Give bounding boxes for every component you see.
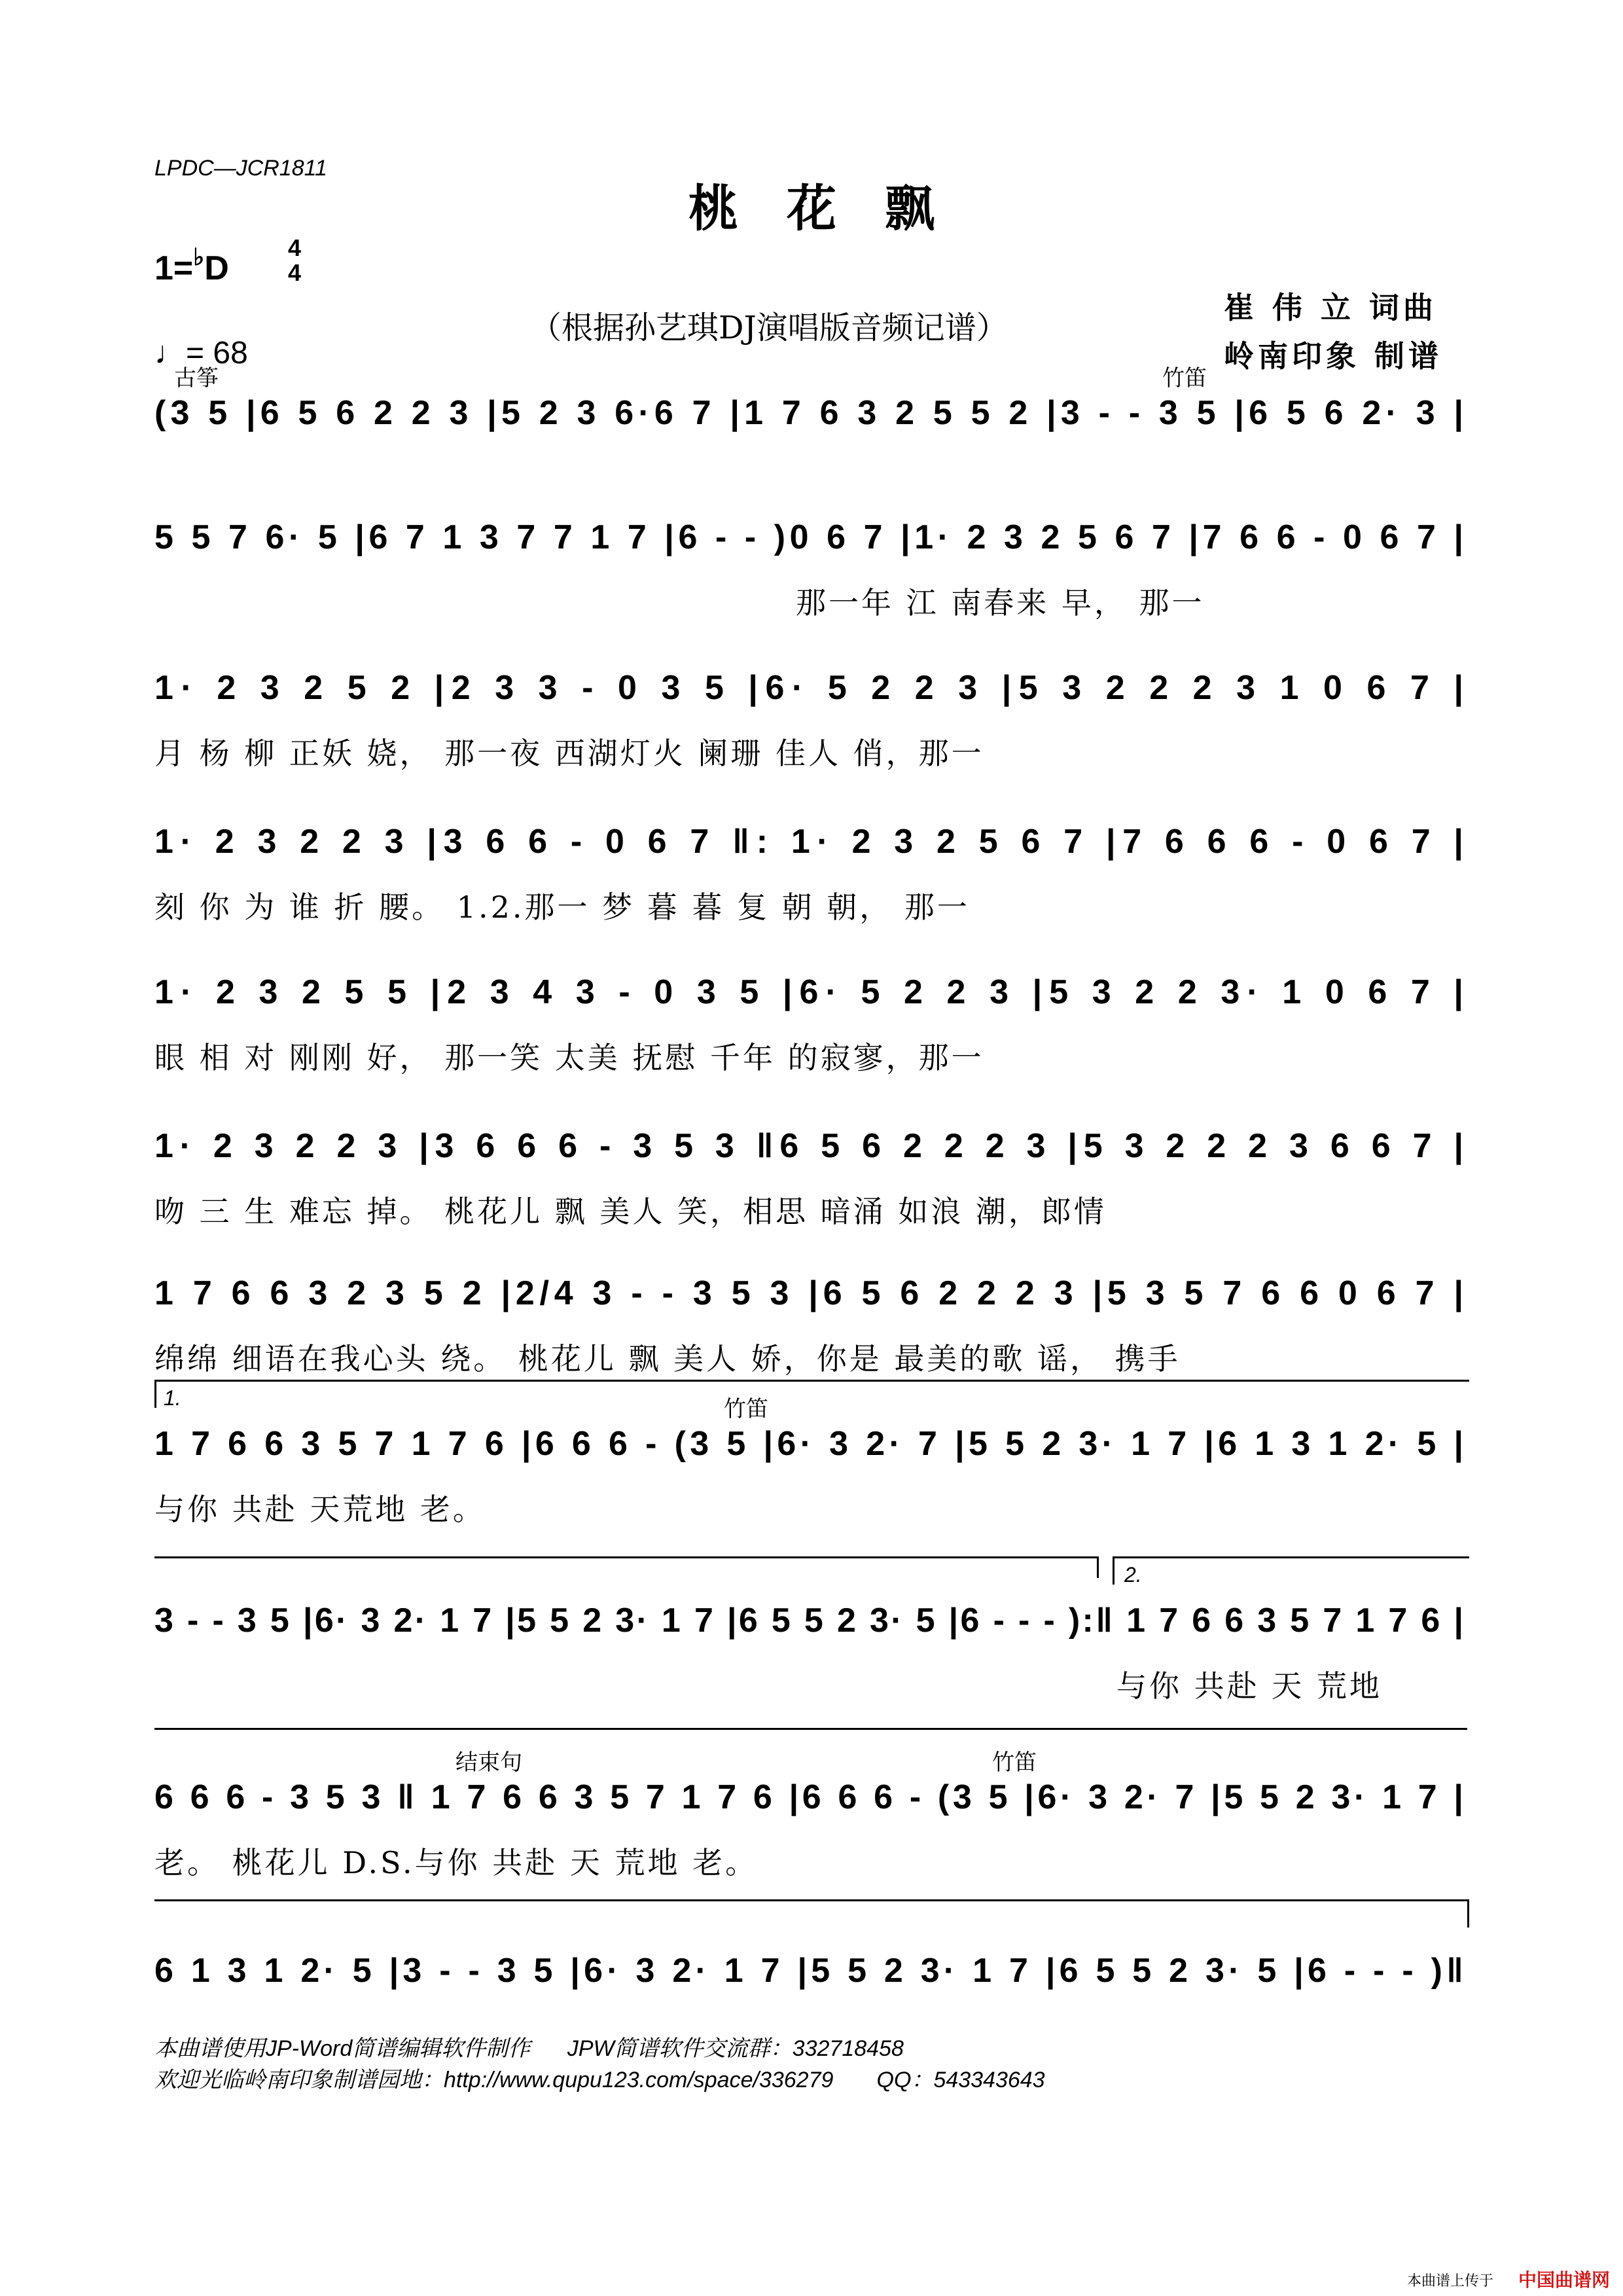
site-logo: 中国曲谱网 [1518,2269,1611,2291]
notation-text: 1 7 6 6 3 5 7 1 7 6 |6 6 6 - (3 5 |6· 3 2· 7 |5 5 2 3· 1 7 |6 1 3 1 2· 5 | [154,1425,1463,1463]
lyrics-line: 老。 桃花儿 D.S.与你 共赴 天 荒地 老。 [154,1845,758,1880]
instrument-label: 结束句 [455,1749,522,1776]
notation-line [154,1777,1467,1829]
tempo-marking: ♩= 68 [154,336,248,370]
instrument-label-2: 竹笛 [724,1396,768,1422]
notation-line [154,1424,1467,1476]
instrument-label: 古筝 [174,365,219,391]
score-code: LPDC—JCR1811 [154,156,327,181]
meter-bottom: 4 [288,259,302,286]
meter-top: 4 [288,234,302,261]
notation-line [154,668,1467,720]
score-system [154,1749,1467,1882]
score-system [154,517,1467,622]
volta-first-bracket [154,1380,1469,1408]
lyrics-line: 与你 共赴 天 荒地 [1116,1668,1382,1704]
volta-second-label: 2. [1124,1563,1142,1587]
lyrics-line: 吻 三 生 难忘 掉。 桃花儿 飘 美人 笑，相思 暗涌 如浪 潮，郎情 [154,1194,1107,1229]
score-system [154,972,1467,1077]
score-system [154,365,1467,497]
lyrics-line: 月 杨 柳 正妖 娆， 那一夜 西湖灯火 阑珊 佳人 俏，那一 [154,736,984,771]
volta-first-label: 1. [164,1386,181,1410]
lyrics-line: 那一年 江 南春来 早， 那一 [796,585,1205,620]
score-system [154,1126,1467,1230]
notation-line [154,821,1467,874]
page-title: 桃花飘 [688,179,983,238]
key-signature [154,243,229,288]
notation-text: 1· 2 3 2 2 3 |3 6 6 - 0 6 7 ‖: 1· 2 3 2 5 6 7 |7 6 6 6 - 0 6 7 | [154,823,1463,861]
notation-text: 6 6 6 - 3 5 3 ‖ 1 7 6 6 3 5 7 1 7 6 |6 6 6 - (3 5 |6· 3 2· 7 |5 5 2 3· 1 7 | [154,1778,1463,1816]
notation-text: (3 5 |6 5 6 2 2 3 |5 2 3 6·6 7 |1 7 6 3 2 5 5 2 |3 - - 3 5 |6 5 6 2· 3 | [154,394,1464,432]
notation-text: 1· 2 3 2 5 2 |2 3 3 - 0 3 5 |6· 5 2 2 3 |5 3 2 2 2 3 1 0 6 7 | [154,669,1464,707]
footer-line-2: 欢迎光临岭南印象制谱园地：http://www.qupu123.com/space/336279 QQ：543343643 [154,2068,1045,2092]
lyrics-line: 与你 共赴 天荒地 老。 [154,1492,486,1527]
volta-first-bracket-end [154,1556,1099,1578]
upload-note: 本曲谱上传于 [1407,2273,1494,2289]
notation-text: 1· 2 3 2 5 5 |2 3 4 3 - 0 3 5 |6· 5 2 2 3 |5 3 2 2 3· 1 0 6 7 | [154,973,1463,1011]
score-system [154,1396,1467,1528]
key-letter: D [204,249,229,287]
notation-line [154,393,1467,445]
key-flat: ♭ [193,243,205,270]
volta-second-bracket-continue [154,1728,1467,1731]
time-signature [288,236,301,285]
footer-line-1: 本曲谱使用JP-Word简谱编辑软件制作 JPW简谱软件交流群：332718458 [154,2036,904,2061]
notation-line [154,1126,1467,1178]
credit-transcriber: 岭南印象 制谱 [1224,338,1443,374]
score-system [154,1600,1467,1705]
instrument-label-2: 竹笛 [992,1749,1037,1776]
notation-line [154,517,1467,569]
score-system [154,1273,1467,1378]
volta-second-bracket [1113,1556,1469,1585]
lyrics-line: 眼 相 对 刚刚 好， 那一笑 太美 抚慰 千年 的寂寥，那一 [154,1040,984,1075]
score-system [154,821,1467,926]
notation-text: 5 5 7 6· 5 |6 7 1 3 7 7 1 7 |6 - - )0 6 7 |1· 2 3 2 5 6 7 |7 6 6 - 0 6 7 | [154,518,1464,556]
notation-line [154,1273,1467,1325]
notation-line [154,1600,1467,1653]
final-bracket [154,1899,1469,1928]
instrument-label-2: 竹笛 [1162,365,1207,391]
credit-lyrics-music: 崔 伟 立 词曲 [1224,290,1438,325]
notation-text: 1 7 6 6 3 2 3 5 2 |2/4 3 - - 3 5 3 |6 5 6 2 2 2 3 |5 3 5 7 6 6 0 6 7 | [154,1274,1463,1312]
notation-text: 6 1 3 1 2· 5 |3 - - 3 5 |6· 3 2· 1 7 |5 5 2 3· 1 7 |6 5 5 2 3· 5 |6 - - - )‖ [154,1952,1463,1990]
lyrics-line: 绵绵 细语在我心头 绕。 桃花儿 飘 美人 娇，你是 最美的歌 谣， 携手 [154,1341,1181,1376]
notation-text: 3 - - 3 5 |6· 3 2· 1 7 |5 5 2 3· 1 7 |6 5 5 2 3· 5 |6 - - - ):‖ 1 7 6 6 3 5 7 1 7 6 | [154,1602,1464,1640]
lyrics-line: 刻 你 为 谁 折 腰。 1.2.那一 梦 暮 暮 复 朝 朝， 那一 [154,889,970,925]
key-prefix: 1= [154,249,194,287]
subtitle: （根据孙艺琪DJ演唱版音频记谱） [530,310,1008,346]
score-system [154,668,1467,772]
notation-line [154,972,1467,1024]
notation-text: 1· 2 3 2 2 3 |3 6 6 6 - 3 5 3 ‖6 5 6 2 2 2 3 |5 3 2 2 2 3 6 6 7 | [154,1127,1463,1165]
notation-line [154,1950,1467,2003]
